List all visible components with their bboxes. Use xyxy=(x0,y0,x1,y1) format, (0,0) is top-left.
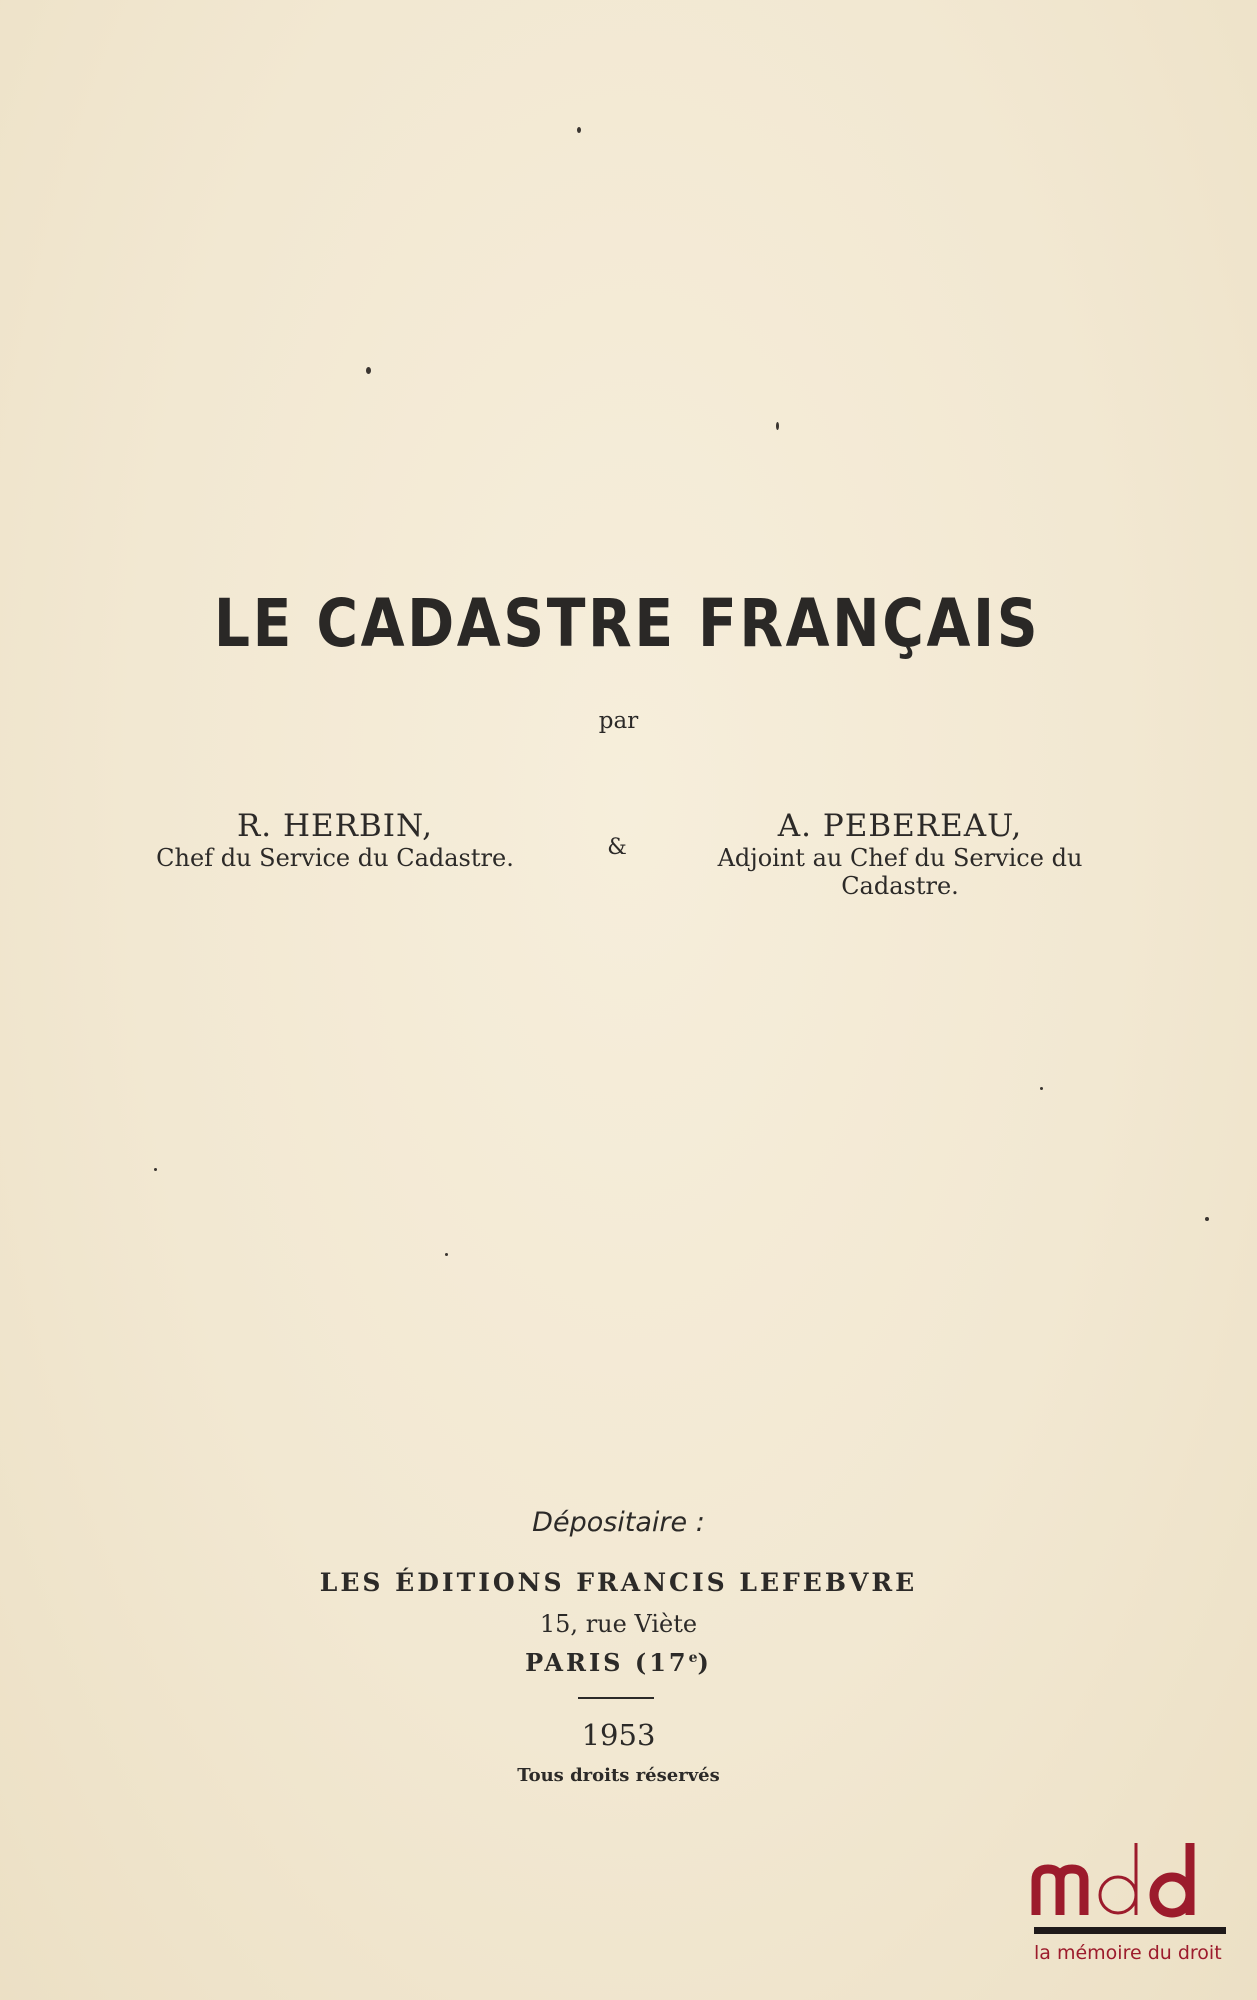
publication-year: 1953 xyxy=(581,1718,656,1752)
rights-notice: Tous droits réservés xyxy=(517,1765,720,1786)
author-pebereau xyxy=(690,808,1110,900)
author-role: Chef du Service du Cadastre. xyxy=(156,844,514,872)
paper-speck xyxy=(366,367,371,374)
author-herbin xyxy=(130,808,540,872)
paper-speck xyxy=(445,1253,448,1256)
paper-speck xyxy=(776,422,779,430)
depositaire-label: Dépositaire : xyxy=(532,1507,705,1538)
publisher-city xyxy=(0,1648,1237,1677)
author-role-line2: Cadastre. xyxy=(841,872,959,900)
paper-speck xyxy=(154,1168,157,1171)
by-label: par xyxy=(598,708,639,734)
city-close: ) xyxy=(697,1648,712,1677)
logo-tagline: la mémoire du droit xyxy=(1034,1942,1222,1964)
paper-speck xyxy=(1205,1217,1209,1221)
author-role-line1: Adjoint au Chef du Service du xyxy=(717,844,1083,872)
paper-speck xyxy=(577,127,581,133)
divider-rule xyxy=(578,1697,654,1699)
city-name: PARIS (17 xyxy=(525,1648,689,1677)
ampersand: & xyxy=(607,835,627,860)
publisher-street: 15, rue Viète xyxy=(539,1610,698,1638)
book-title: LE CADASTRE FRANÇAIS xyxy=(213,585,1041,662)
author-name: R. HERBIN, xyxy=(236,808,434,844)
city-superscript: e xyxy=(688,1650,698,1666)
publisher-name: LES ÉDITIONS FRANCIS LEFEBVRE xyxy=(319,1568,918,1597)
paper-speck xyxy=(1040,1087,1043,1090)
author-name: A. PEBEREAU, xyxy=(777,808,1023,844)
